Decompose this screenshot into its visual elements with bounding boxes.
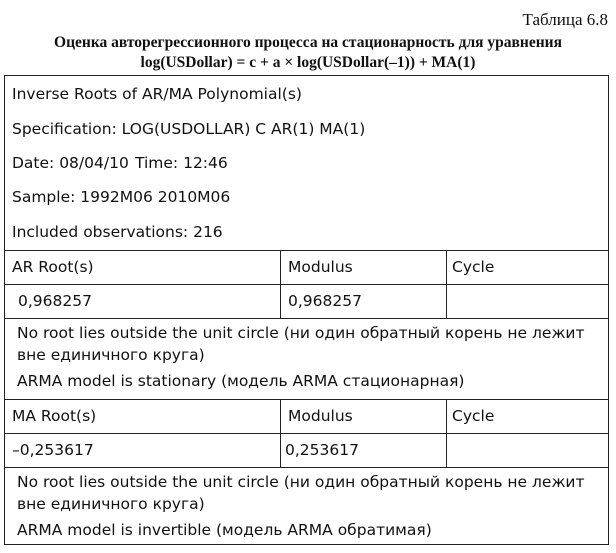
title-line-2: log(USDollar) = c + a × log(USDollar(–1)) + MA(1)	[140, 54, 476, 71]
divider	[446, 399, 447, 467]
ma-conclusion: ARMA model is invertible (модель ARMA обратимая)	[17, 521, 432, 539]
ar-modulus-value: 0,968257	[288, 292, 362, 310]
inverse-roots-heading: Inverse Roots of AR/MA Polynomial(s)	[12, 85, 302, 103]
specification: Specification: LOG(USDOLLAR) C AR(1) MA(1)	[12, 120, 366, 138]
ma-header-modulus: Modulus	[288, 407, 353, 425]
included-observations: Included observations: 216	[12, 223, 223, 241]
ar-header-cycle: Cycle	[452, 258, 495, 276]
divider	[4, 250, 609, 251]
ar-root-value: 0,968257	[18, 292, 92, 310]
divider	[446, 250, 447, 318]
divider	[280, 399, 281, 467]
divider	[4, 467, 609, 468]
divider	[4, 284, 609, 285]
ar-header-root: AR Root(s)	[12, 258, 94, 276]
ma-note: No root lies outside the unit circle (ни один обратный корень не лежит вне единичного круга)	[17, 473, 585, 513]
divider	[280, 250, 281, 318]
time: Time: 12:46	[135, 154, 228, 172]
ar-header-modulus: Modulus	[288, 258, 353, 276]
divider	[4, 433, 609, 434]
date: Date: 08/04/10	[12, 154, 129, 172]
divider	[4, 399, 609, 400]
table-title	[0, 33, 616, 73]
ar-note: No root lies outside the unit circle (ни один обратный корень не лежит вне единичного круга)	[17, 324, 585, 364]
ma-modulus-value: 0,253617	[285, 441, 359, 459]
ma-header-cycle: Cycle	[452, 407, 495, 425]
ma-header-root: MA Root(s)	[12, 407, 97, 425]
ar-conclusion: ARMA model is stationary (модель ARMA стационарная)	[17, 372, 465, 390]
divider	[4, 318, 609, 319]
ma-root-value: –0,253617	[12, 441, 94, 459]
table-number: Таблица 6.8	[522, 10, 608, 29]
sample: Sample: 1992M06 2010M06	[12, 188, 231, 206]
title-line-1: Оценка авторегрессионного процесса на стационарность для уравнения	[54, 34, 562, 51]
